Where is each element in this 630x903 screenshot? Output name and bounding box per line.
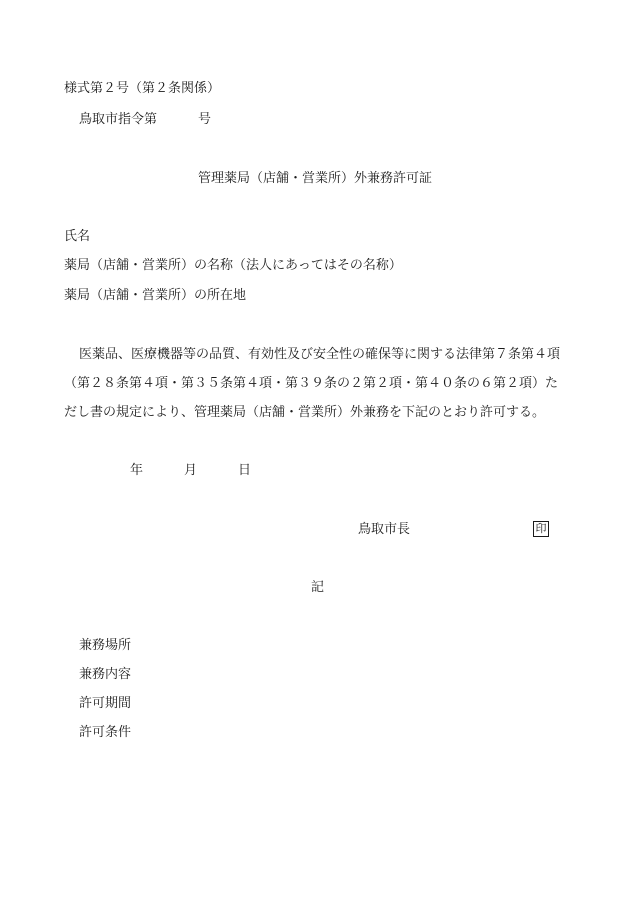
field-pharmacy-name-label: 薬局（店舗・営業所）の名称（法人にあってはその名称） bbox=[64, 258, 402, 273]
issuer-title: 鳥取市長 bbox=[358, 522, 411, 537]
body-text-line: （第２８条第４項・第３５条第４項・第３９条の２第２項・第４０条の６第２項）た bbox=[64, 376, 559, 391]
permit-number-suffix: 号 bbox=[198, 112, 212, 127]
item-place-label: 兼務場所 bbox=[79, 638, 132, 653]
form-number: 様式第２号（第２条関係） bbox=[64, 81, 221, 96]
seal-mark-icon: 印 bbox=[533, 521, 549, 537]
field-name-label: 氏名 bbox=[64, 229, 91, 244]
body-text-line: 医薬品、医療機器等の品質、有効性及び安全性の確保等に関する法律第７条第４項 bbox=[79, 347, 561, 362]
date-day-label: 日 bbox=[238, 463, 252, 478]
document-title: 管理薬局（店舗・営業所）外兼務許可証 bbox=[198, 171, 433, 186]
date-month-label: 月 bbox=[184, 463, 198, 478]
date-year-label: 年 bbox=[130, 463, 144, 478]
field-pharmacy-address-label: 薬局（店舗・営業所）の所在地 bbox=[64, 288, 247, 303]
item-conditions-label: 許可条件 bbox=[79, 725, 132, 740]
record-heading: 記 bbox=[311, 580, 325, 595]
item-period-label: 許可期間 bbox=[79, 696, 132, 711]
item-content-label: 兼務内容 bbox=[79, 667, 132, 682]
body-text-line: だし書の規定により、管理薬局（店舗・営業所）外兼務を下記のとおり許可する。 bbox=[64, 405, 546, 420]
permit-number-label: 鳥取市指令第 bbox=[79, 112, 158, 127]
